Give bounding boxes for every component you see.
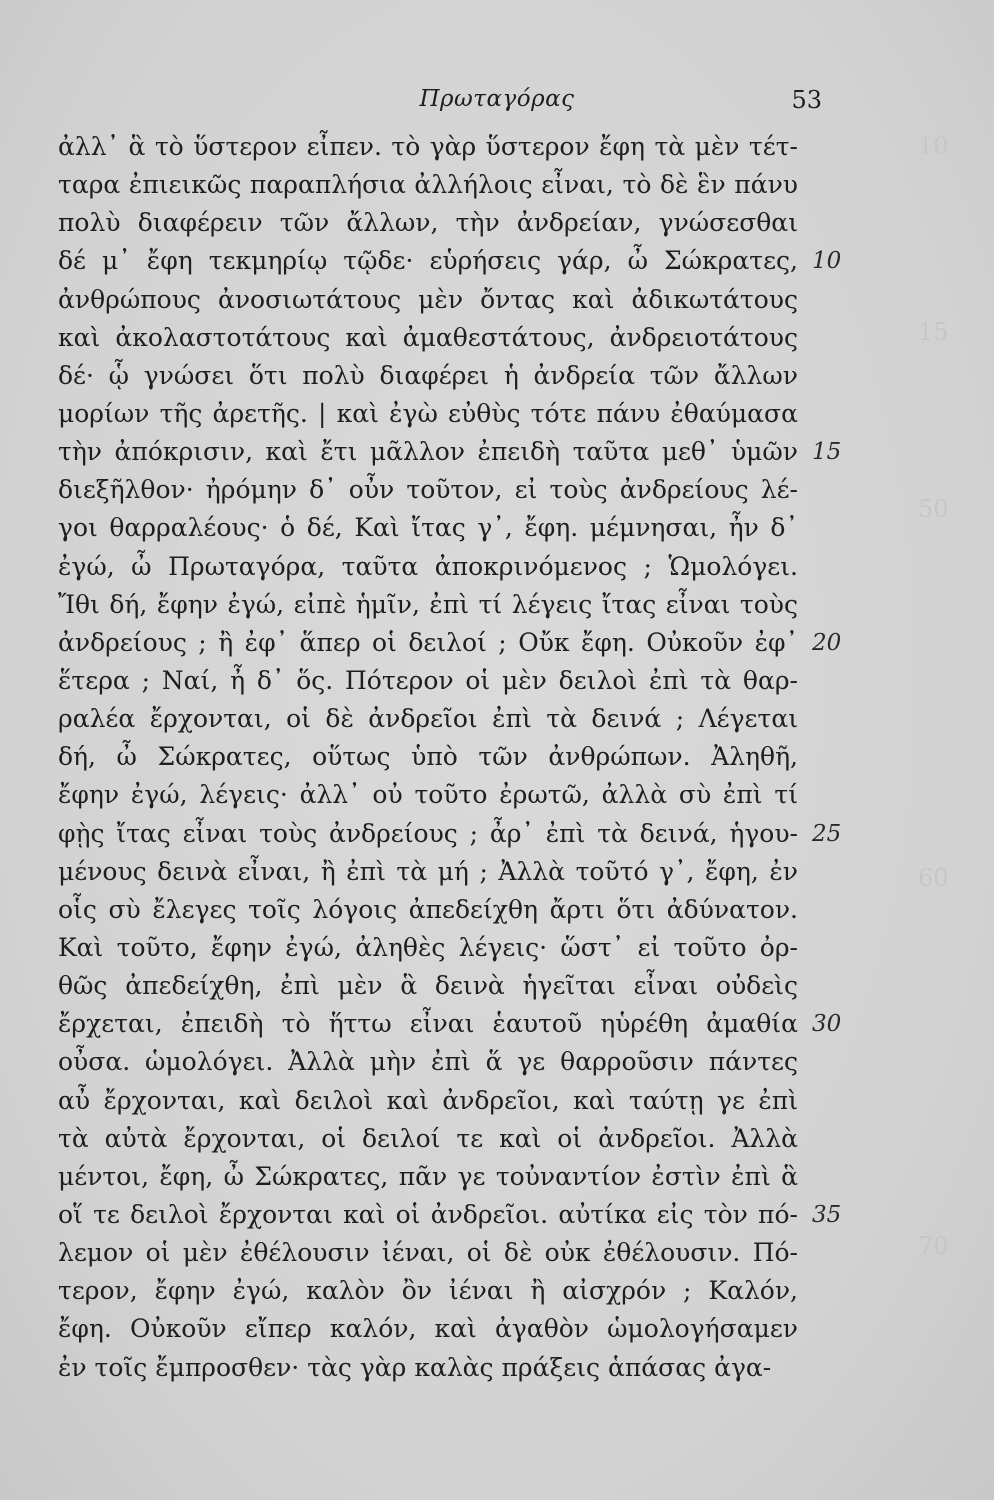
text-line: ἀνδρείους ; ἢ ἐφ᾽ ἅπερ οἱ δειλοί ; Οὔκ ἔφη. Οὐκοῦν ἐφ᾽ [58,627,798,657]
text-line: ἀλλ᾽ ἃ τὸ ὕστερον εἶπεν. τὸ γὰρ ὕστερον ἔφη τὰ μὲν τέτ- [58,132,798,161]
text-line: μορίων τῆς ἀρετῆς. | καὶ ἐγὼ εὐθὺς τότε πάνυ ἐθαύμασα [58,398,798,428]
text-line: λεμον οἱ μὲν ἐθέλουσιν ἰέναι, οἱ δὲ οὐκ ἐθέλουσιν. Πό- [58,1238,798,1268]
text-line: ἐν τοῖς ἔμπροσθεν· τὰς γὰρ καλὰς πράξεις ἁπάσας ἀγα- [58,1352,772,1382]
text-line: ἔφην ἐγώ, λέγεις· ἀλλ᾽ οὐ τοῦτο ἐρωτῶ, ἀλλὰ σὺ ἐπὶ τί [58,780,798,810]
show-through-number: 60 [918,864,949,892]
running-head [0,86,994,126]
show-through-number: 15 [918,318,949,346]
show-through-number: 70 [918,1232,949,1260]
line-number: 15 [812,439,842,466]
text-line: ἀνθρώπους ἀνοσιωτάτους μὲν ὄντας καὶ ἀδικωτάτους [58,284,798,314]
text-line: ἔφη. Οὐκοῦν εἴπερ καλόν, καὶ ἀγαθὸν ὡμολογήσαμεν [58,1314,798,1344]
line-number: 25 [812,820,842,847]
text-line: καὶ ἀκολαστοτάτους καὶ ἀμαθεστάτους, ἀνδρειοτάτους [58,322,798,352]
text-line: οἷς σὺ ἔλεγες τοῖς λόγοις ἀπεδείχθη ἄρτι ὅτι ἀδύνατον. [58,894,798,924]
text-line: μέντοι, ἔφη, ὦ Σώκρατες, πᾶν γε τοὐναντίον ἐστὶν ἐπὶ ἃ [58,1161,798,1191]
running-title: Πρωταγόρας [419,86,575,112]
text-line: δέ μ᾽ ἔφη τεκμηρίῳ τῷδε· εὑρήσεις γάρ, ὦ Σώκρατες, [58,246,798,276]
text-line: οἵ τε δειλοὶ ἔρχονται καὶ οἱ ἀνδρεῖοι. αὐτίκα εἰς τὸν πό- [58,1199,798,1229]
text-line: τὴν ἀπόκρισιν, καὶ ἔτι μᾶλλον ἐπειδὴ ταῦτα μεθ᾽ ὑμῶν [58,437,798,467]
show-through-number: 50 [918,495,949,523]
text-line: γοι θαρραλέους· ὁ δέ, Καὶ ἴτας γ᾽, ἔφη. μέμνησαι, ἦν δ᾽ [58,513,798,543]
text-line: φῂς ἴτας εἶναι τοὺς ἀνδρείους ; ἆρ᾽ ἐπὶ τὰ δεινά, ἡγου- [58,818,798,848]
text-line: ραλέα ἔρχονται, οἱ δὲ ἀνδρεῖοι ἐπὶ τὰ δεινά ; Λέγεται [58,704,798,734]
text-line: διεξῆλθον· ἠρόμην δ᾽ οὖν τοῦτον, εἰ τοὺς ἀνδρείους λέ- [58,475,798,505]
text-line: Καὶ τοῦτο, ἔφην ἐγώ, ἀληθὲς λέγεις· ὥστ᾽ εἰ τοῦτο ὀρ- [58,932,798,962]
text-line: πολὺ διαφέρειν τῶν ἄλλων, τὴν ἀνδρείαν, γνώσεσθαι [58,208,798,238]
text-line: δέ· ᾧ γνώσει ὅτι πολὺ διαφέρει ἡ ἀνδρεία τῶν ἄλλων [58,360,798,390]
main-text [58,128,798,1387]
text-line: ταρα ἐπιεικῶς παραπλήσια ἀλλήλοις εἶναι, τὸ δὲ ἓν πάνυ [58,170,798,200]
text-line: μένους δεινὰ εἶναι, ἢ ἐπὶ τὰ μή ; Ἀλλὰ τοῦτό γ᾽, ἔφη, ἐν [58,856,798,886]
line-number: 35 [812,1202,842,1229]
text-line: ἔρχεται, ἐπειδὴ τὸ ἥττω εἶναι ἑαυτοῦ ηὑρέθη ἀμαθία [58,1009,798,1039]
text-line: θῶς ἀπεδείχθη, ἐπὶ μὲν ἃ δεινὰ ἡγεῖται εἶναι οὐδεὶς [58,971,798,1001]
text-line: τὰ αὐτὰ ἔρχονται, οἱ δειλοί τε καὶ οἱ ἀνδρεῖοι. Ἀλλὰ [58,1123,798,1153]
text-line: οὖσα. ὡμολόγει. Ἀλλὰ μὴν ἐπὶ ἅ γε θαρροῦσιν πάντες [58,1047,798,1077]
show-through-number: 10 [918,132,949,160]
text-line: τερον, ἔφην ἐγώ, καλὸν ὂν ἰέναι ἢ αἰσχρόν ; Καλόν, [58,1276,798,1306]
text-line: ἕτερα ; Ναί, ἦ δ᾽ ὅς. Πότερον οἱ μὲν δειλοὶ ἐπὶ τὰ θαρ- [58,665,798,695]
text-line: ἐγώ, ὦ Πρωταγόρα, ταῦτα ἀποκρινόμενος ; Ὡμολόγει. [58,551,798,581]
text-line: αὖ ἔρχονται, καὶ δειλοὶ καὶ ἀνδρεῖοι, καὶ ταύτῃ γε ἐπὶ [58,1085,798,1115]
line-number: 30 [812,1011,842,1038]
line-number: 20 [812,629,842,656]
text-line: Ἴθι δή, ἔφην ἐγώ, εἰπὲ ἡμῖν, ἐπὶ τί λέγεις ἴτας εἶναι τοὺς [58,589,798,619]
text-line: δή, ὦ Σώκρατες, οὕτως ὑπὸ τῶν ἀνθρώπων. Ἀληθῆ, [58,742,798,772]
line-number: 10 [812,248,842,275]
page-number: 53 [791,86,822,114]
